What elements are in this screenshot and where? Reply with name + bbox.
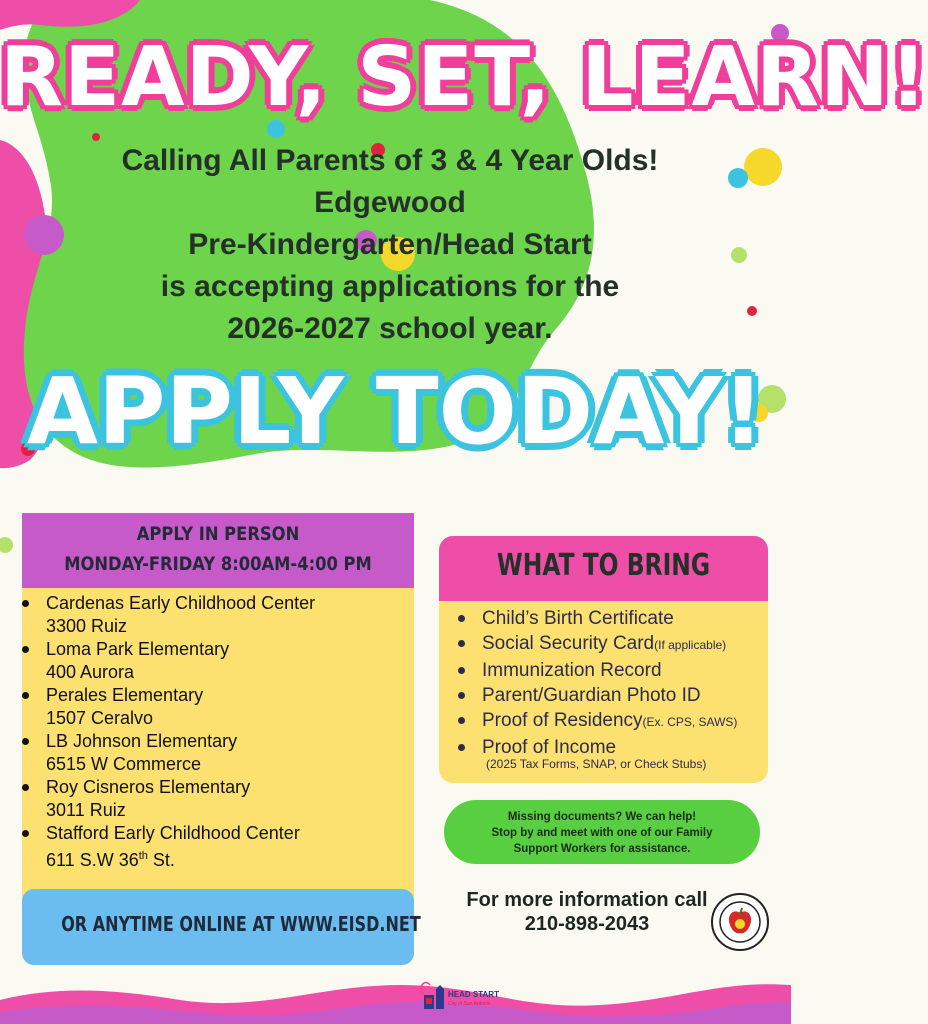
- document-label: Proof of Residency: [482, 710, 643, 731]
- help-line-2: Stop by and meet with one of our Family: [491, 827, 713, 839]
- location-name: Loma Park Elementary: [46, 639, 230, 659]
- edgewood-seal-logo: [711, 893, 769, 951]
- location-name: Roy Cisneros Elementary: [46, 777, 251, 797]
- head-start-logo: [418, 975, 504, 1015]
- list-item: [22, 822, 402, 872]
- location-address: [46, 845, 402, 872]
- list-item: [456, 683, 776, 708]
- head-start-subtext: City of San Antonio: [448, 1001, 491, 1007]
- office-hours: MONDAY-FRIDAY 8:00AM-4:00 PM: [64, 553, 372, 575]
- address-superscript: th: [138, 850, 148, 862]
- contact-line: For more information call: [466, 889, 708, 911]
- document-label: Child’s Birth Certificate: [482, 608, 674, 629]
- head-start-text: HEAD START: [448, 990, 499, 999]
- intro-line-2: Edgewood: [314, 186, 466, 219]
- income-proof-note: (2025 Tax Forms, SNAP, or Check Stubs): [486, 757, 707, 771]
- document-label: Proof of Income: [482, 737, 617, 758]
- list-item: [22, 638, 402, 684]
- apply-today-heading: APPLY TODAY!: [26, 358, 765, 465]
- location-address: 6515 W Commerce: [46, 754, 202, 774]
- document-list: [456, 606, 776, 760]
- address-suffix: St.: [147, 850, 175, 870]
- document-note: (If applicable): [654, 638, 727, 652]
- list-item: [456, 606, 776, 631]
- online-apply-link[interactable]: OR ANYTIME ONLINE AT WWW.EISD.NET: [61, 912, 421, 936]
- help-line-1: Missing documents? We can help!: [507, 811, 697, 823]
- intro-text: [60, 140, 720, 350]
- list-item: [22, 776, 402, 822]
- contact-info: [452, 888, 722, 936]
- document-label: Immunization Record: [482, 660, 662, 681]
- intro-line-1: Calling All Parents of 3 & 4 Year Olds!: [121, 144, 659, 177]
- location-name: Perales Elementary: [46, 685, 204, 705]
- apply-in-person-title: APPLY IN PERSON: [136, 523, 300, 545]
- location-address: 3011 Ruiz: [46, 800, 126, 820]
- location-list: [22, 592, 402, 872]
- what-to-bring-title: WHAT TO BRING: [496, 548, 711, 583]
- location-name: LB Johnson Elementary: [46, 731, 238, 751]
- intro-line-4: is accepting applications for the: [160, 270, 620, 303]
- location-address: 1507 Ceralvo: [46, 708, 154, 728]
- location-name: Stafford Early Childhood Center: [46, 823, 300, 843]
- document-note: (Ex. CPS, SAWS): [642, 715, 738, 729]
- apply-in-person-header: [49, 513, 386, 588]
- intro-line-5: 2026-2027 school year.: [227, 312, 553, 345]
- list-item: [456, 631, 776, 658]
- list-item: [22, 730, 402, 776]
- document-label: Social Security Card: [482, 633, 655, 654]
- address-number: 611 S.W 36: [46, 850, 139, 870]
- location-address: 400 Aurora: [46, 662, 135, 682]
- list-item: [22, 592, 402, 638]
- location-name: Cardenas Early Childhood Center: [46, 593, 316, 613]
- list-item: [456, 708, 776, 735]
- help-line-3: Support Workers for assistance.: [513, 843, 691, 855]
- list-item: [456, 658, 776, 683]
- document-label: Parent/Guardian Photo ID: [482, 685, 701, 706]
- location-address: 3300 Ruiz: [46, 616, 128, 636]
- phone-number[interactable]: 210-898-2043: [524, 913, 650, 935]
- list-item: [22, 684, 402, 730]
- main-headline: READY, SET, LEARN!: [0, 30, 928, 125]
- help-text: [444, 809, 760, 857]
- intro-line-3: Pre-Kindergarten/Head Start: [188, 228, 592, 261]
